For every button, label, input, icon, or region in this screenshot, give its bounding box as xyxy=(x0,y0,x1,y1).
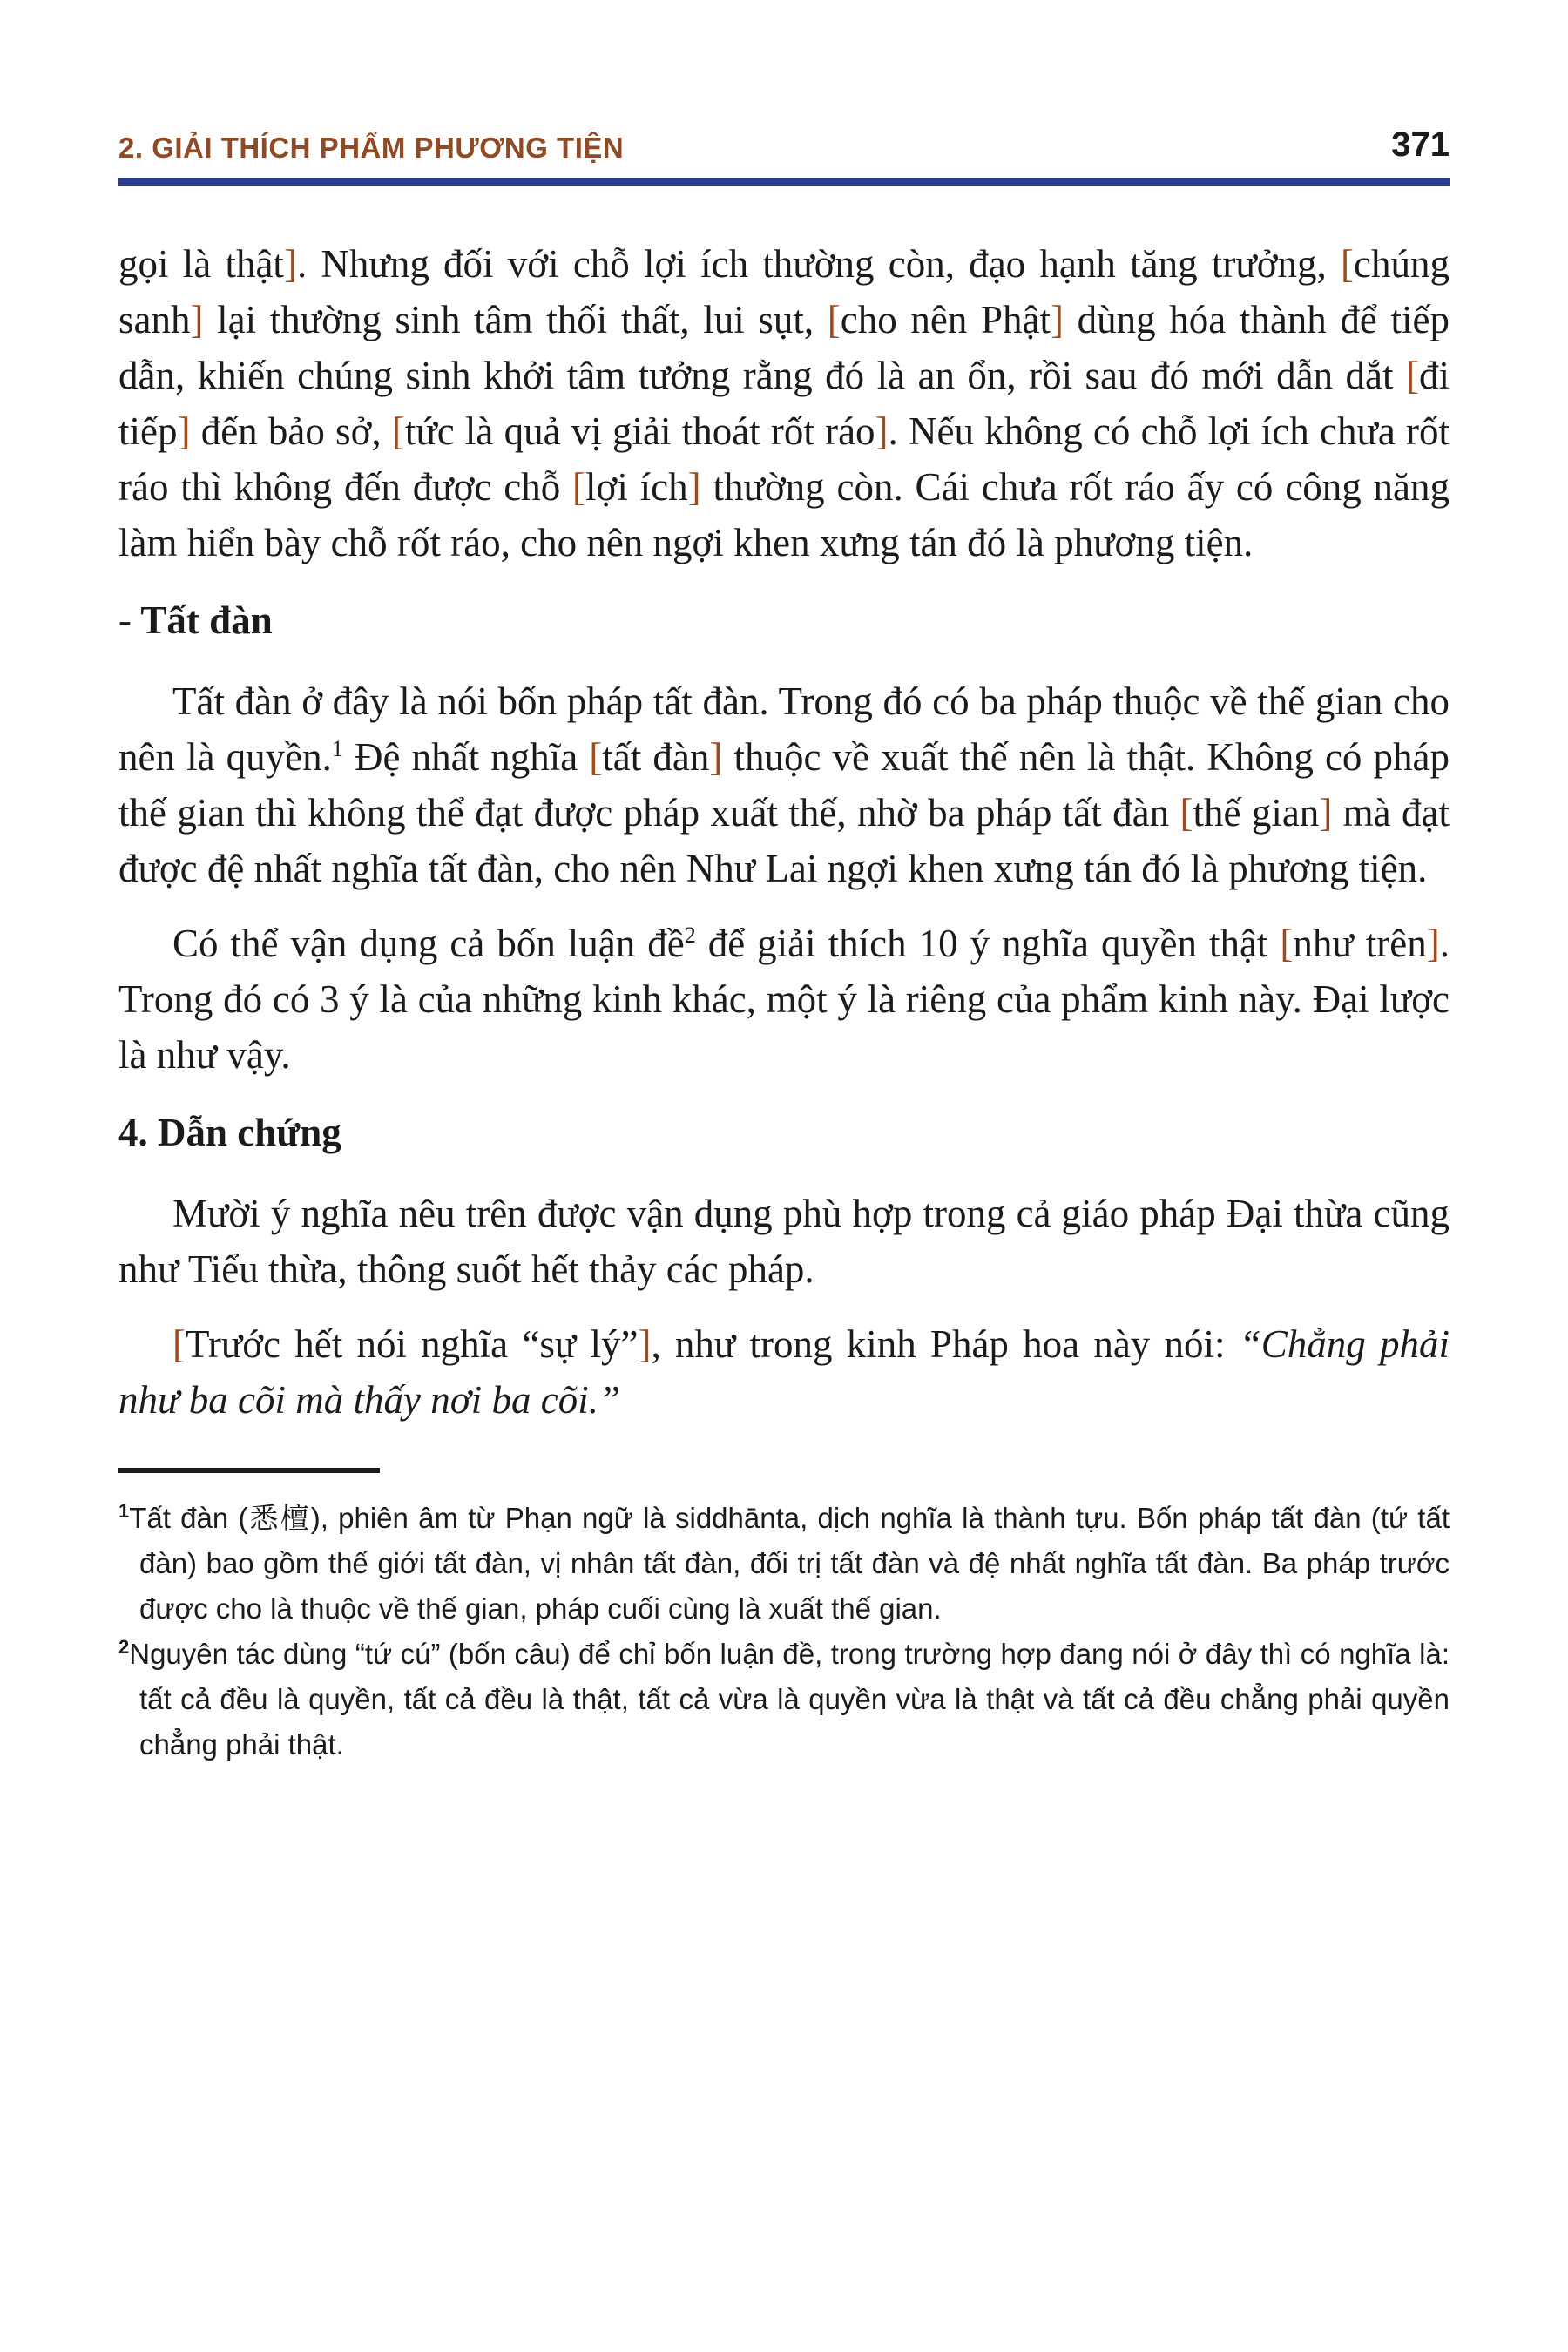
running-header-title: 2. GIẢI THÍCH PHẨM PHƯƠNG TIỆN xyxy=(118,132,625,164)
text-run: Trước hết nói nghĩa “sự lý” xyxy=(186,1321,639,1366)
text-run: thường còn. Cái chưa rốt ráo ấy có công năng làm hiển bày chỗ rốt ráo, cho nên ngợi khen xưng tán đó là phương tiện. xyxy=(118,465,1450,564)
text-run: Mười ý nghĩa nêu trên được vận dụng phù hợp trong cả giáo pháp Đại thừa cũng như Tiểu thừa, thông suốt hết thảy các pháp. xyxy=(118,1191,1450,1291)
text-run: để giải thích 10 ý nghĩa quyền thật xyxy=(695,921,1281,965)
editorial-bracket: [ xyxy=(589,734,603,779)
text-run: thuộc về xuất thế nên là thật. Không có pháp thế gian thì không thể đạt được pháp xuất thế, nhờ ba pháp tất đàn xyxy=(118,734,1450,835)
text-run: tức là quả vị giải thoát rốt ráo xyxy=(404,409,875,453)
text-run: chúng sanh xyxy=(118,242,1450,341)
text-run: Tất đàn ở đây là nói bốn pháp tất đàn. Trong đó có ba pháp thuộc về thế gian cho nên là quyền. xyxy=(118,679,1450,779)
footnote xyxy=(118,1632,1450,1767)
footnote-text: Tất đàn (悉檀), phiên âm từ Phạn ngữ là siddhānta, dịch nghĩa là thành tựu. Bốn pháp tất đàn (tứ tất đàn) bao gồm thế giới tất đàn, vị nhân tất đàn, đối trị tất đàn và đệ nhất nghĩa tất đàn. Ba pháp trước được cho là thuộc về thế gian, pháp cuối cùng là xuất thế gian. xyxy=(129,1501,1450,1625)
text-run: Có thể vận dụng cả bốn luận đề xyxy=(172,921,685,965)
text-run: lại thường sinh tâm thối thất, lui sụt, xyxy=(203,298,828,341)
text-run: đến bảo sở, xyxy=(190,409,392,453)
section-heading: - Tất đàn xyxy=(118,598,273,642)
footnote-section xyxy=(118,1468,1450,1767)
text-run: dùng hóa thành để tiếp dẫn, khiến chúng sinh khởi tâm tưởng rằng đó là an ổn, rồi sau đó mới dẫn dắt xyxy=(118,298,1450,397)
text-run: mà đạt được đệ nhất nghĩa tất đàn, cho nên Như Lai ngợi khen xưng tán đó là phương tiện. xyxy=(118,790,1450,890)
editorial-bracket: ] xyxy=(177,409,191,453)
paragraph xyxy=(118,236,1450,571)
paragraph xyxy=(118,1186,1450,1297)
text-run: thế gian xyxy=(1193,790,1320,835)
scripture-quote: “Chẳng phải như ba cõi mà thấy nơi ba cõi.” xyxy=(118,1321,1450,1422)
editorial-bracket: [ xyxy=(172,1321,186,1366)
editorial-bracket: ] xyxy=(1050,298,1064,341)
text-run: , như trong kinh Pháp hoa này nói: xyxy=(651,1321,1240,1366)
editorial-bracket: [ xyxy=(1280,921,1294,965)
editorial-bracket: [ xyxy=(1341,242,1354,286)
footnote-marker: 2 xyxy=(118,1635,130,1658)
footnote-marker: 1 xyxy=(118,1499,130,1522)
footnote-list xyxy=(118,1496,1450,1767)
paragraph xyxy=(118,1316,1450,1428)
editorial-bracket: ] xyxy=(709,734,723,779)
footnote xyxy=(118,1496,1450,1632)
editorial-bracket: ] xyxy=(283,242,297,286)
page-header xyxy=(118,127,1450,162)
text-run: tất đàn xyxy=(602,734,710,779)
text-run: . Nhưng đối với chỗ lợi ích thường còn, đạo hạnh tăng trưởng, xyxy=(296,242,1341,286)
header-rule xyxy=(118,178,1450,186)
editorial-bracket: ] xyxy=(638,1321,652,1366)
footnote-separator xyxy=(118,1468,380,1473)
editorial-bracket: [ xyxy=(572,465,586,509)
text-run: Đệ nhất nghĩa xyxy=(342,734,590,779)
editorial-bracket: ] xyxy=(1319,790,1333,835)
text-run: như trên xyxy=(1293,921,1427,965)
editorial-bracket: ] xyxy=(875,409,889,453)
paragraph xyxy=(118,916,1450,1083)
text-run: gọi là thật xyxy=(118,242,284,286)
editorial-bracket: ] xyxy=(190,298,204,341)
editorial-bracket: ] xyxy=(1426,921,1440,965)
editorial-bracket: ] xyxy=(687,465,701,509)
footnote-text: Nguyên tác dùng “tứ cú” (bốn câu) để chỉ bốn luận đề, trong trường hợp đang nói ở đây thì có nghĩa là: tất cả đều là quyền, tất cả đều là thật, tất cả vừa là quyền vừa là thật và tất cả đều chẳng phải quyền chẳng phải thật. xyxy=(129,1637,1450,1761)
paragraph xyxy=(118,673,1450,896)
footnote-reference: 2 xyxy=(684,922,696,948)
text-run: đi tiếp xyxy=(118,354,1450,453)
footnote-reference: 1 xyxy=(331,735,343,761)
section-heading: 4. Dẫn chứng xyxy=(118,1110,341,1154)
text-run: lợi ích xyxy=(585,465,688,509)
text-run: cho nên Phật xyxy=(840,298,1051,341)
page-number: 371 xyxy=(1391,125,1450,164)
body-text xyxy=(118,236,1450,1428)
text-run: . Nếu không có chỗ lợi ích chưa rốt ráo thì không đến được chỗ xyxy=(118,409,1450,509)
text-run: . Trong đó có 3 ý là của những kinh khác, một ý là riêng của phẩm kinh này. Đại lược là như vậy. xyxy=(118,921,1450,1077)
editorial-bracket: [ xyxy=(391,409,405,453)
editorial-bracket: [ xyxy=(1405,354,1419,397)
editorial-bracket: [ xyxy=(1179,790,1193,835)
editorial-bracket: [ xyxy=(827,298,841,341)
